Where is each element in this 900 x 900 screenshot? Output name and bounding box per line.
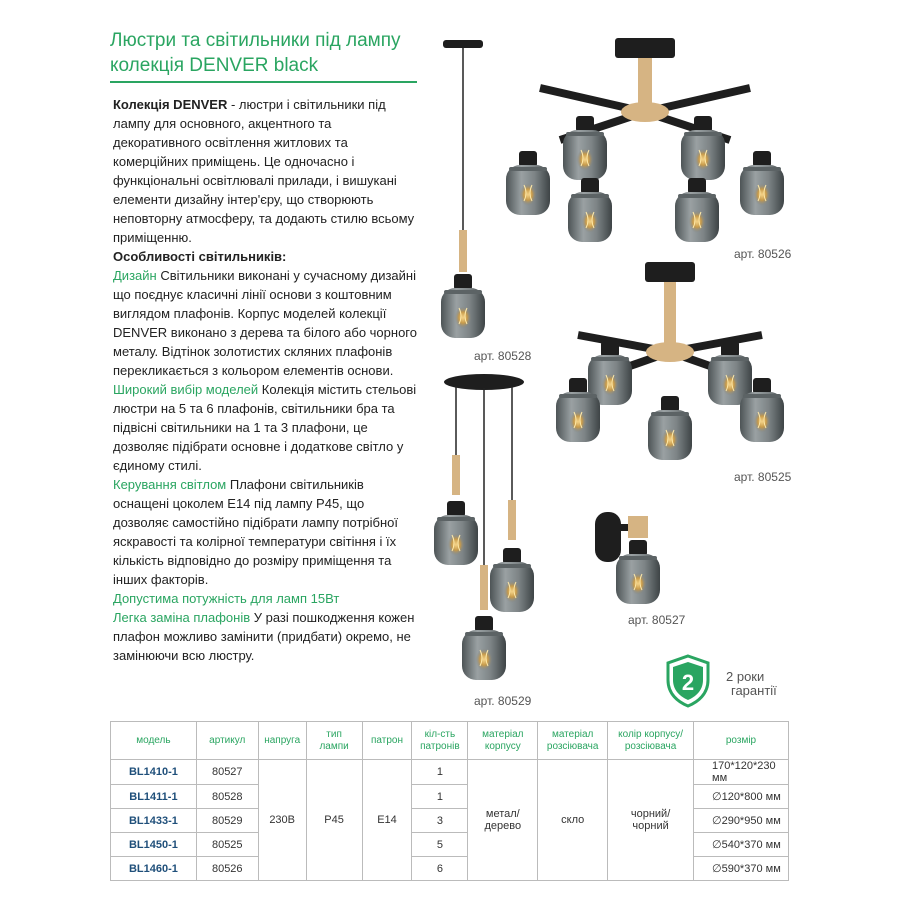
cell-socket: E14 (362, 760, 412, 881)
cell-count: 3 (412, 809, 468, 833)
cell-article: 80527 (196, 760, 258, 785)
th-count: кіл-сть патронів (412, 722, 468, 760)
page-title (110, 28, 420, 78)
table-header-row (111, 722, 789, 760)
th-voltage: напруга (258, 722, 306, 760)
cell-model: BL1450-1 (111, 833, 197, 857)
power-label: Допустима потужність для ламп 15Вт (113, 591, 340, 606)
cell-count: 5 (412, 833, 468, 857)
cell-count: 6 (412, 857, 468, 881)
table-row (111, 760, 789, 785)
title-line-1: Люстри та світильники під лампу (110, 30, 401, 51)
cell-size: ∅590*370 мм (694, 857, 789, 881)
cell-size: ∅290*950 мм (694, 809, 789, 833)
caption-80529: арт. 80529 (474, 694, 532, 708)
cell-model: BL1433-1 (111, 809, 197, 833)
warranty-number: 2 (681, 670, 695, 695)
th-diffuser-material: матеріал розсіювача (538, 722, 608, 760)
caption-80526: арт. 80526 (734, 247, 792, 261)
intro-bold: Колекція DENVER (113, 97, 228, 112)
replace-text: У разі пошкодження кожен плафон можливо замінити (придбати) окремо, не замінюючи всю люстру. (113, 610, 415, 663)
th-body-material: матеріал корпусу (468, 722, 538, 760)
title-divider (110, 81, 417, 83)
spec-table (110, 721, 789, 881)
cell-diffuser-material: скло (538, 760, 608, 881)
cell-size: 170*120*230 мм (694, 760, 789, 785)
cell-article: 80525 (196, 833, 258, 857)
replace-label: Легка заміна плафонів (113, 610, 251, 625)
lamp-80529-pendant (434, 374, 534, 680)
lamp-80528-pendant (441, 40, 485, 338)
design-text: Світильники виконані у сучасному дизайні що поєднує класичні лінії основи з коштовним виглядом плафонів. Корпус моделей колекції DENVER виконано з дерева та білого або чорного металу. Відтінок золотистих скляних плафонів перекликається з кольором елементів основи. (113, 268, 417, 378)
choice-text: Колекція містить стельові люстри на 5 та 6 плафонів, світильники бра та підвісні світильники на 1 та 3 плафони, це дозволяє підібрати основне і додаткове світло у єдиному стилі. (113, 382, 417, 473)
control-text: Плафони світильників оснащені цоколем E14 під лампу P45, що дозволяє самостійно підібрати лампу потрібної яскравості та колірної температури світіння і їх кількість відповідно до розміру приміщення та інших факторів. (113, 477, 399, 587)
cell-model: BL1411-1 (111, 785, 197, 809)
control-label: Керування світлом (113, 477, 227, 492)
design-label: Дизайн (113, 268, 157, 283)
th-model: модель (111, 722, 197, 760)
cell-count: 1 (412, 760, 468, 785)
features-heading: Особливості світильників: (113, 249, 287, 264)
th-lamp-type: тип лампи (306, 722, 362, 760)
caption-80527: арт. 80527 (628, 613, 686, 627)
cell-voltage: 230В (258, 760, 306, 881)
caption-80525: арт. 80525 (734, 470, 792, 484)
cell-body-material: метал/ дерево (468, 760, 538, 881)
cell-size: ∅120*800 мм (694, 785, 789, 809)
lamp-80527-sconce (595, 512, 660, 604)
title-line-2: колекція DENVER black (110, 55, 319, 76)
cell-article: 80526 (196, 857, 258, 881)
caption-80528: арт. 80528 (474, 349, 532, 363)
cell-article: 80529 (196, 809, 258, 833)
description-block (113, 95, 423, 665)
intro-text: - люстри і світильники під лампу для основного, акцентного та декоративного освітлення житлових та комерційних приміщень. Це одночасно і функціональні освітлювалі прилади, і вишукані елементи дизайну інтер'єру, що створюють неповторну атмосферу, та додають стилю всьому приміщенню. (113, 97, 415, 245)
cell-size: ∅540*370 мм (694, 833, 789, 857)
cell-model: BL1460-1 (111, 857, 197, 881)
cell-model: BL1410-1 (111, 760, 197, 785)
cell-color: чорний/ чорний (608, 760, 694, 881)
cell-article: 80528 (196, 785, 258, 809)
cell-count: 1 (412, 785, 468, 809)
warranty-text (726, 670, 777, 698)
th-color: колір корпусу/ розсіювача (608, 722, 694, 760)
warranty-line-1: 2 роки (726, 669, 765, 684)
warranty-shield-icon (664, 654, 712, 708)
th-socket: патрон (362, 722, 412, 760)
lamp-80525-chandelier (556, 262, 784, 460)
warranty-line-2: гарантії (731, 683, 777, 698)
choice-label: Широкий вибір моделей (113, 382, 259, 397)
th-article: артикул (196, 722, 258, 760)
th-size: розмір (694, 722, 789, 760)
cell-lamp-type: P45 (306, 760, 362, 881)
lamp-80526-chandelier (506, 38, 784, 242)
